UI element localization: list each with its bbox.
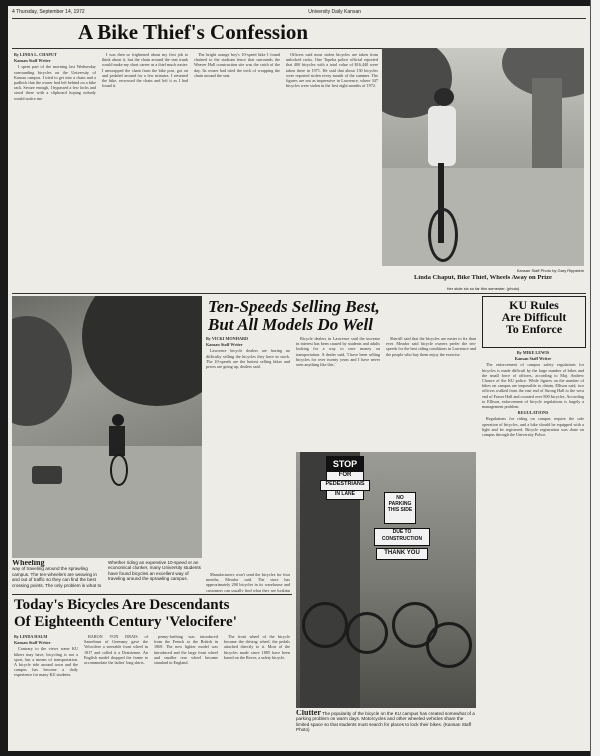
no-parking-sign: NO PARKING THIS SIDE — [384, 492, 416, 524]
wheeling-text: way of traveling around the sprawling campus. The ten-wheelers are weaving in and out of traffic so they can find the best crossing points. The only problem is what to — [12, 566, 102, 588]
ten-speeds-text-3: Sherrill said that the bicycles are easier to fix than ever. Meador said bicycle owners prefer the ten-speeds for the best riding conditions in Lawrence and the people who buy them enjoy the exercise. — [386, 336, 476, 357]
descendants-headline-2: Of Eighteenth Century 'Velocifere' — [14, 614, 237, 630]
rider-body — [428, 106, 456, 166]
cyclist-body — [109, 426, 125, 456]
ten-speeds-column-1-continued — [206, 572, 290, 592]
descendants-column-2 — [84, 634, 148, 748]
bike-thief-photo — [382, 48, 584, 266]
bike-thief-photo-caption: Linda Chaput, Bike Thief, Wheels Away on Prize — [414, 275, 552, 281]
wheeling-title: Wheeling — [12, 560, 45, 567]
clutter-text: The popularity of the bicycle on the KU campus has created somewhat of a parking problem on warm days. Motorcycles and other wheeled vehicles share the limited space so that students must search for places to lock their bikes. (Kansan Staff Photo) — [296, 711, 475, 733]
section-rule-1 — [12, 293, 586, 294]
ku-rules-text-2: Regulations for riding on campus require the safe operation of bicycles, and a bike should be equipped with a light and be registered. Bicycle registration was done on campus through the University Police. — [482, 416, 584, 438]
descendants-column-3 — [154, 634, 218, 748]
wheeling-photo — [12, 296, 202, 558]
photo-building — [532, 78, 562, 168]
newspaper-page — [8, 6, 590, 751]
bike-wheel-2 — [346, 612, 388, 654]
bike-thief-text-2: I was then so frightened about my first job to think about it, but the chain around the seat trunk would make my short career as a thief much easier. I unwrapped the chain from the bike post, got on and pedaled around for a few minutes. I returned the bike, recrossed the chain and left it as I had found it. — [102, 52, 188, 89]
ten-speeds-text-4: Manufacturers won't send the bicycles for four months, Meador said. The store has approximately 200 bicycles in its warehouse and customers can usually find what they are looking — [206, 572, 290, 592]
adjacent-page-edge — [590, 0, 600, 756]
ku-rules-headline-box — [482, 296, 586, 348]
thank-you-sign: THANK YOU — [376, 548, 428, 560]
stop-sign: STOP — [326, 456, 364, 472]
ten-speeds-text-2: Bicycle dealers in Lawrence said the increase in interest has been caused by students and adults looking for a way to save money on transportation. A dealer said, 'I have been selling bicycles for over twenty years and I have never seen anything like this.' — [296, 336, 380, 368]
wheeling-tree-2 — [12, 316, 72, 426]
ten-speeds-byline: By VICKI MONHARD — [206, 336, 249, 341]
folio-date: 4 Thursday, September 14, 1972 — [12, 9, 85, 15]
bike-thief-text-4: Officers said most stolen bicycles are taken from unlocked racks. One Topeka police official reported that 400 bicycles with a total value of $16,440 were taken there in 1971. He said that about 130 bicycles were reported stolen every month of the summer. The figures are not as impressive in Lawrence, where 347 bicycles were stolen in the first eight months of 1972. — [286, 52, 378, 89]
bike-thief-text-1: I spent part of the morning last Wednesday surrounding bicycles on the University of Kansas campus. I tried to get into a chain and a padlock that the owner had left behind on a bike rack. Secure enough, I bypassed a few locks and stood there with a clipboard hoping nobody would notice me. — [14, 64, 96, 101]
photo-road — [382, 168, 584, 266]
headline-rule — [12, 48, 382, 49]
top-rule — [12, 18, 586, 19]
bike-thief-photo-note: Her stole six so far this semester. (photo) — [446, 286, 520, 291]
cyclist-wheel — [110, 454, 128, 486]
clutter-title: Clutter — [296, 710, 321, 717]
ku-rules-byline: By MIKE LEWIS — [516, 350, 550, 355]
descendants-byline: By LINDA HALM — [14, 634, 48, 639]
bike-thief-photo-credit: Kansan Staff Photo by Gary Rippstein — [516, 268, 584, 273]
folio-spacer — [585, 9, 586, 18]
page-folio — [12, 9, 586, 18]
descendants-text-4: The front wheel of the bicycle became the driving wheel, the pedals attached directly to it. Most of the bicycles made since 1885 have been based on the Rover, a safety bicycle. — [224, 634, 290, 660]
ten-speeds-dateline: Kansan Staff Writer — [206, 342, 243, 348]
bike-thief-column-3 — [194, 52, 280, 277]
wheeling-caption — [12, 560, 104, 588]
ten-speeds-headline-1: Ten-Speeds Selling Best, — [208, 297, 380, 316]
descendants-column-4 — [224, 634, 290, 748]
ten-speeds-column-2 — [296, 336, 380, 448]
wheeling-path — [12, 446, 202, 558]
bike-thief-column-4 — [286, 52, 378, 277]
bike-wheel-4 — [426, 622, 472, 668]
descendants-text-1: Contrary to the views some KU bikers may have, bicycling is not a sport, but a means of transportation. A bicycle ride around town and the campus has become a daily experience for many KU students. — [14, 646, 78, 678]
sign-pedestrians: PEDESTRIANS — [320, 480, 370, 491]
bike-thief-byline: By LINDA L. CHAPUT — [14, 52, 57, 57]
descendants-text-2: BARON VON DRAIS of Sauerbrun of Germany gave the Velocifere a steerable front wheel in 1817 and called it a Draisienne. An English model dropped the frame to accommodate the ladies' long skirts. — [84, 634, 148, 666]
ten-speeds-column-3 — [386, 336, 476, 448]
ku-rules-headline-1: KU Rules — [509, 298, 559, 312]
ku-rules-subhead: REGULATIONS — [517, 410, 549, 416]
bike-wheel-1 — [302, 602, 348, 648]
descendants-text-3: penny-farthing was introduced from the French to the British in 1869. The new lighter model was introduced and the large front wheel and smaller rear wheel became standard in England. — [154, 634, 218, 666]
descendants-dateline: Kansan Staff Writer — [14, 640, 51, 646]
bike-thief-column-2 — [102, 52, 188, 277]
cyclist-head — [112, 414, 124, 426]
clutter-caption — [296, 710, 476, 748]
ku-rules-dateline: Kansan Staff Writer — [514, 356, 552, 362]
ku-rules-text: The enforcement of campus safety regulations for bicycles is made difficult by the large number of bikes and the small force of officers, according to Maj. Andrew Chance of the KU police. While figures on the number of bikes on campus are impossible to obtain, Ellison said, two officers walked from the east end of Strong Hall to the west end of Fraser Hall and counted over 800 bicycles. According to Ellison, enforcement of bicycle regulations is largely a management problem. — [482, 362, 584, 410]
bike-thief-headline: A Bike Thief's Confession — [78, 20, 309, 44]
bike-wheel — [428, 208, 458, 262]
due-to-construction-sign: DUE TO CONSTRUCTION — [374, 528, 430, 546]
descendants-headline-1: Today's Bicycles Are Descendants — [14, 597, 230, 613]
ten-speeds-text-1: Lawrence bicycle dealers are having no difficulty selling the bicycles they have in stock. The 10-speeds are the hottest selling bikes and prices are going up, dealers said. — [206, 348, 290, 370]
sign-for: FOR — [326, 471, 364, 481]
descendants-column-1 — [14, 634, 78, 748]
ku-rules-headline-2: Are Difficult — [501, 310, 567, 324]
bike-thief-column-1 — [14, 52, 96, 277]
ku-rules-column — [482, 350, 584, 748]
ten-speeds-headline-2: But All Models Do Well — [208, 315, 373, 334]
whether-caption: Whether riding an expensive 10-speed or an economical clunker, many University students have found bicycles an excellent way of traveling around the sprawling campus. — [108, 560, 201, 582]
wheeling-tree — [82, 296, 202, 406]
ten-speeds-column-1 — [206, 336, 290, 568]
parked-car — [32, 466, 62, 484]
ku-rules-headline-3: To Enforce — [505, 322, 563, 336]
bike-thief-dateline: Kansan Staff Writer — [14, 58, 51, 64]
clutter-photo — [296, 452, 476, 708]
rider-head — [434, 88, 454, 106]
bike-thief-text-3: The bright orange boy's 10-speed bike I found chained to the stadium fence that surrounds the Weaver Hall construction site was the catch of the day. Its owner had tried the trick of wrapping the chain around the seat. — [194, 52, 280, 78]
section-rule-2 — [12, 594, 292, 595]
folio-paper-name: University Daily Kansan — [308, 9, 362, 15]
sign-in-lane: IN LANE — [326, 490, 364, 500]
